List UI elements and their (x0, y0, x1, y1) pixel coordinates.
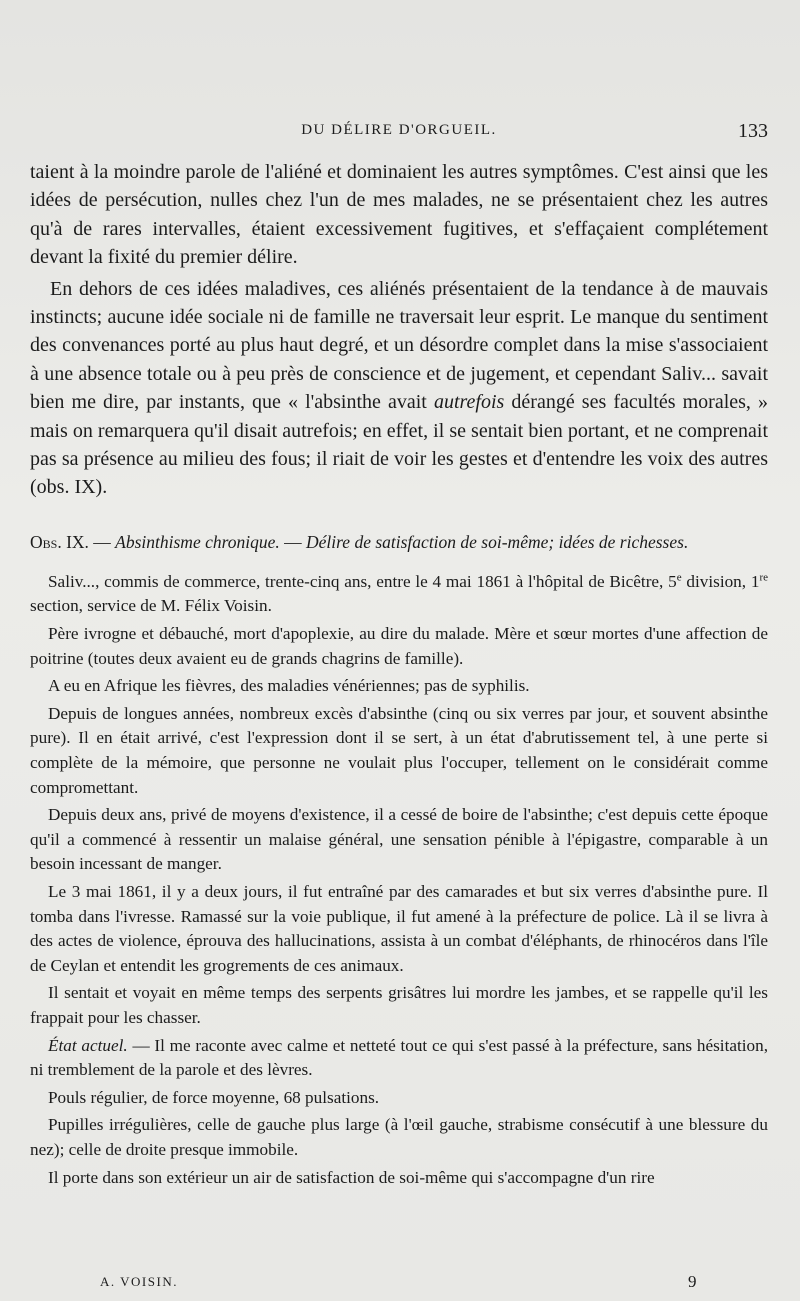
paragraph (30, 570, 768, 619)
page-number: 133 (738, 120, 768, 142)
paragraph: Depuis deux ans, privé de moyens d'existence, il a cessé de boire de l'absinthe; c'est depuis cette époque qu'il a commencé à ressentir un malaise général, une sensation pénible à l'épigastre, comparable à un besoin incessant de manger. (30, 805, 768, 874)
dash: — (279, 531, 307, 552)
observation-heading (30, 530, 768, 554)
text-run: dérangé ses facultés morales, » mais on remarquera qu'il disait autrefois; en effet, il se sentait bien portant, et ne comprenait pas sa présence au milieu des fous; il riait de voir les gestes et d'entendre les voix des autres (obs. IX). (30, 391, 768, 499)
observation-text (30, 570, 768, 1190)
observation-label: Obs. IX. (30, 531, 89, 552)
paragraph: Depuis de longues années, nombreux excès d'absinthe (cinq ou six verres par jour, et souvent absinthe pure). Il en était arrivé, c'est l'expression dont il se sert, à un état d'abrutissement tel, à une perte si complète de la mémoire, que personne ne voulait plus l'occuper, tellement on le considérait comme compromettant. (30, 703, 768, 797)
paragraph: Le 3 mai 1861, il y a deux jours, il fut entraîné par des camarades et but six verres d'absinthe pure. Il tomba dans l'ivresse. Ramassé sur la voie publique, il fut amené à la préfecture de police. Là il se livra à des actes de violence, éprouva des hallucinations, assista à un combat d'éléphants, de rhinocéros dans l'île de Ceylan et entendit les grogrements de ces animaux. (30, 882, 768, 975)
text-run: section, service de M. Félix Voisin. (30, 596, 272, 616)
text-run: division, 1 (681, 571, 760, 591)
observation-subtitle: Délire de satisfaction de soi-même; idées de richesses. (306, 531, 689, 552)
observation-title: Absinthisme chronique. (115, 531, 280, 552)
signature-mark: A. VOISIN. (100, 1274, 178, 1289)
superscript: e (676, 571, 682, 584)
text-run: — Il me raconte avec calme et netteté tout ce qui s'est passé à la préfecture, sans hésitation, ni tremblement de la parole et des lèvres. (30, 1035, 769, 1080)
etat-label: État actuel. (48, 1035, 128, 1055)
superscript: re (759, 571, 768, 584)
paragraph: Il sentait et voyait en même temps des serpents grisâtres lui mordre les jambes, et se rappelle qu'il les frappait pour les chasser. (30, 983, 768, 1027)
sheet-number: 9 (688, 1272, 697, 1291)
running-title: DU DÉLIRE D'ORGUEIL. (301, 122, 497, 138)
paragraph: A eu en Afrique les fièvres, des maladies vénériennes; pas de syphilis. (48, 676, 530, 696)
paragraph: Père ivrogne et débauché, mort d'apoplexie, au dire du malade. Mère et sœur mortes d'une affection de poitrine (toutes deux avaient eu de grands chagrins de famille). (30, 624, 768, 668)
paragraph (30, 1034, 768, 1083)
emphasis: autrefois (433, 391, 505, 414)
text-run: Saliv..., commis de commerce, trente-cinq ans, entre le 4 mai 1861 à l'hôpital de Bicêtre, 5 (48, 571, 677, 591)
paragraph (30, 275, 768, 502)
page-header (30, 120, 768, 146)
paragraph: Il porte dans son extérieur un air de satisfaction de soi-même qui s'accompagne d'un rire (48, 1167, 655, 1187)
paragraph: Pupilles irrégulières, celle de gauche plus large (à l'œil gauche, strabisme consécutif à une blessure du nez); celle de droite presque immobile. (30, 1115, 768, 1159)
paragraph: Pouls régulier, de force moyenne, 68 pulsations. (48, 1087, 380, 1107)
page-body (30, 158, 768, 1190)
page-footer (100, 1272, 720, 1294)
paragraph: taient à la moindre parole de l'aliéné et dominaient les autres symptômes. C'est ainsi que les idées de persécution, nulles chez l'un de mes malades, ne se présentaient chez les autres qu'à de rares intervalles, étaient excessivement fugitives, et s'effaçaient complétement devant la fixité du premier délire. (30, 161, 768, 269)
main-text (30, 158, 768, 502)
text-run: En dehors de ces idées maladives, ces aliénés présentaient de la tendance à de mauvais instincts; aucune idée sociale ni de famille ne traversait leur esprit. Le manque du sentiment des convenances porté au plus haut degré, et un désordre complet dans la mise s'associaient à une absence totale ou à peu près de conscience et de jugement, et cependant Saliv... savait bien me dire, par instants, que « l'absinthe avait (30, 277, 768, 414)
dash: — (88, 531, 116, 552)
